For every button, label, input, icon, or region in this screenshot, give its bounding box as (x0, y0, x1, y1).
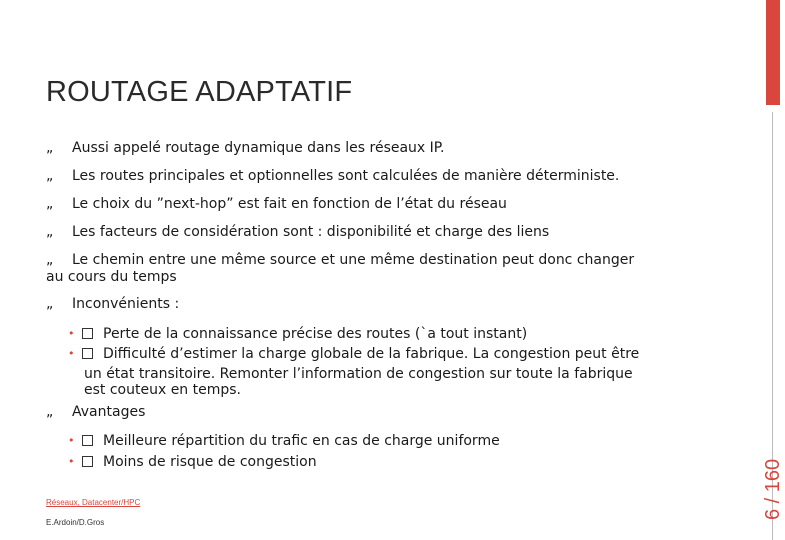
bullet-marker: „ (46, 140, 54, 156)
bullet-text: Inconvénients : (72, 296, 180, 312)
bullet-text: Avantages (72, 404, 146, 420)
bullet-marker: „ (46, 296, 54, 312)
sub-bullet-text: un état transitoire. Remonter l’information de congestion sur toute la fabrique (84, 366, 633, 382)
footer-link[interactable]: Réseaux, Datacenter/HPC (46, 498, 141, 507)
sub-bullet-text: Meilleure répartition du trafic en cas de charge uniforme (103, 433, 500, 449)
bullet-item (46, 296, 726, 313)
bullet-dot-icon: • (68, 455, 75, 468)
bullet-continuation (46, 269, 726, 286)
bullet-item (46, 168, 726, 185)
bullet-text: Les routes principales et optionnelles sont calculées de manière déterministe. (72, 168, 620, 184)
sub-bullet-text: est couteux en temps. (84, 382, 242, 398)
sub-bullet-continuation (68, 366, 678, 382)
checkbox-icon (82, 328, 93, 339)
bullet-item (46, 224, 726, 241)
slide-title: ROUTAGE ADAPTATIF (46, 76, 353, 108)
checkbox-icon (82, 348, 93, 359)
page-number: 6 / 160 (762, 458, 784, 520)
bullet-item (46, 404, 726, 421)
bullet-marker: „ (46, 196, 54, 212)
sub-bullet-item (68, 433, 678, 449)
sub-bullet-item (68, 346, 678, 362)
bullet-text: au cours du temps (46, 269, 177, 285)
accent-bar (766, 0, 780, 105)
bullet-text: Le choix du ”next-hop” est fait en fonction de l’état du réseau (72, 196, 507, 212)
bullet-marker: „ (46, 404, 54, 420)
sub-bullet-item (68, 454, 678, 470)
bullet-dot-icon: • (68, 347, 75, 360)
footer-author: E.Ardoin/D.Gros (46, 518, 105, 527)
bullet-text: Les facteurs de considération sont : disponibilité et charge des liens (72, 224, 550, 240)
checkbox-icon (82, 456, 93, 467)
bullet-text: Le chemin entre une même source et une même destination peut donc changer (72, 252, 635, 268)
sub-bullet-continuation (68, 382, 678, 398)
bullet-text: Aussi appelé routage dynamique dans les réseaux IP. (72, 140, 445, 156)
sub-bullet-text: Difficulté d’estimer la charge globale de la fabrique. La congestion peut être (103, 346, 640, 362)
sub-bullet-item (68, 326, 678, 342)
bullet-item (46, 196, 726, 213)
sub-bullet-text: Perte de la connaissance précise des routes (`a tout instant) (103, 326, 528, 342)
bullet-dot-icon: • (68, 327, 75, 340)
bullet-marker: „ (46, 168, 54, 184)
bullet-dot-icon: • (68, 434, 75, 447)
bullet-marker: „ (46, 224, 54, 240)
sub-bullet-text: Moins de risque de congestion (103, 454, 317, 470)
checkbox-icon (82, 435, 93, 446)
bullet-item (46, 252, 726, 269)
bullet-marker: „ (46, 252, 54, 268)
bullet-item (46, 140, 726, 157)
